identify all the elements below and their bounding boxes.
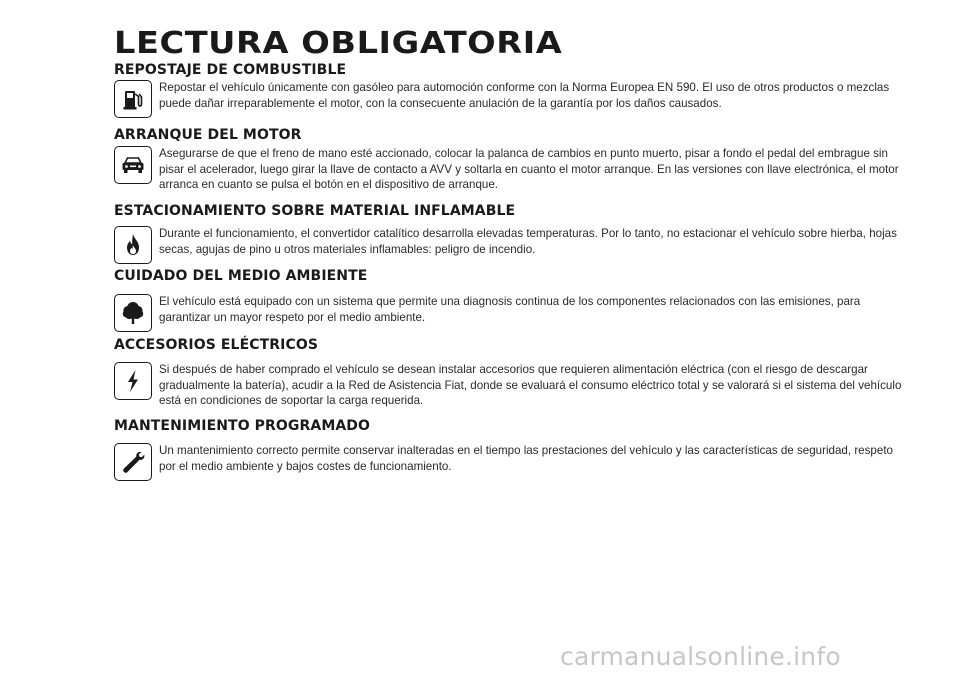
section-body <box>114 362 914 409</box>
tree-icon <box>114 294 152 332</box>
section-flammable-parking <box>114 203 914 270</box>
section-heading: ACCESORIOS ELÉCTRICOS <box>114 337 318 353</box>
section-heading: ESTACIONAMIENTO SOBRE MATERIAL INFLAMABLE <box>114 203 516 219</box>
section-scheduled-maintenance <box>114 418 914 487</box>
section-body <box>114 294 914 338</box>
fuel-pump-icon <box>114 80 152 118</box>
section-text: Si después de haber comprado el vehículo se desean instalar accesorios que requieren alimentación eléctrica (con el riesgo de descargar gradualmente la batería), acudir a la Red de Asistencia Fiat, donde se evaluará el consumo eléctrico total y se valorará si el sistema del vehículo está en condiciones de soportar la carga requerida. <box>159 363 902 407</box>
watermark: carmanualsonline.info <box>560 642 841 671</box>
section-heading: CUIDADO DEL MEDIO AMBIENTE <box>114 268 368 284</box>
section-fuel <box>114 62 914 124</box>
wrench-icon <box>114 443 152 481</box>
section-text: Durante el funcionamiento, el convertidor catalítico desarrolla elevadas temperaturas. Por lo tanto, no estacionar el vehículo sobre hierba, hojas secas, agujas de pino u otros materiales inflamables: peligro de incendio. <box>159 227 897 256</box>
lightning-bolt-icon <box>114 362 152 400</box>
page-title: LECTURA OBLIGATORIA <box>114 26 563 61</box>
section-text: El vehículo está equipado con un sistema que permite una diagnosis continua de los componentes relacionados con las emisiones, para garantizar un mayor respeto por el medio ambiente. <box>159 295 861 324</box>
section-text: Asegurarse de que el freno de mano esté accionado, colocar la palanca de cambios en punto muerto, pisar a fondo el pedal del embrague sin pisar el acelerador, luego girar la llave de contacto a AVV y soltarla en cuanto el motor arranque. En las versiones con llave electrónica, el motor arranca en cuanto se pulsa el botón en el dispositivo de arranque. <box>159 147 899 191</box>
section-body <box>114 146 914 193</box>
section-electrical-accessories <box>114 337 914 409</box>
car-icon <box>114 146 152 184</box>
section-text: Repostar el vehículo únicamente con gasóleo para automoción conforme con la Norma Europea EN 590. El uso de otros productos o mezclas puede dañar irreparablemente el motor, con la consecuente anulación de la garantía por los daños causados. <box>159 81 890 110</box>
section-environment <box>114 268 914 338</box>
section-heading: MANTENIMIENTO PROGRAMADO <box>114 418 371 434</box>
section-heading: ARRANQUE DEL MOTOR <box>114 127 302 143</box>
section-body <box>114 80 914 124</box>
section-body <box>114 443 914 487</box>
fire-icon <box>114 226 152 264</box>
section-engine-start <box>114 127 914 193</box>
section-body <box>114 226 914 270</box>
section-heading: REPOSTAJE DE COMBUSTIBLE <box>114 62 347 78</box>
section-text: Un mantenimiento correcto permite conservar inalteradas en el tiempo las prestaciones del vehículo y las características de seguridad, respeto por el medio ambiente y bajos costes de funcionamiento. <box>159 444 893 473</box>
